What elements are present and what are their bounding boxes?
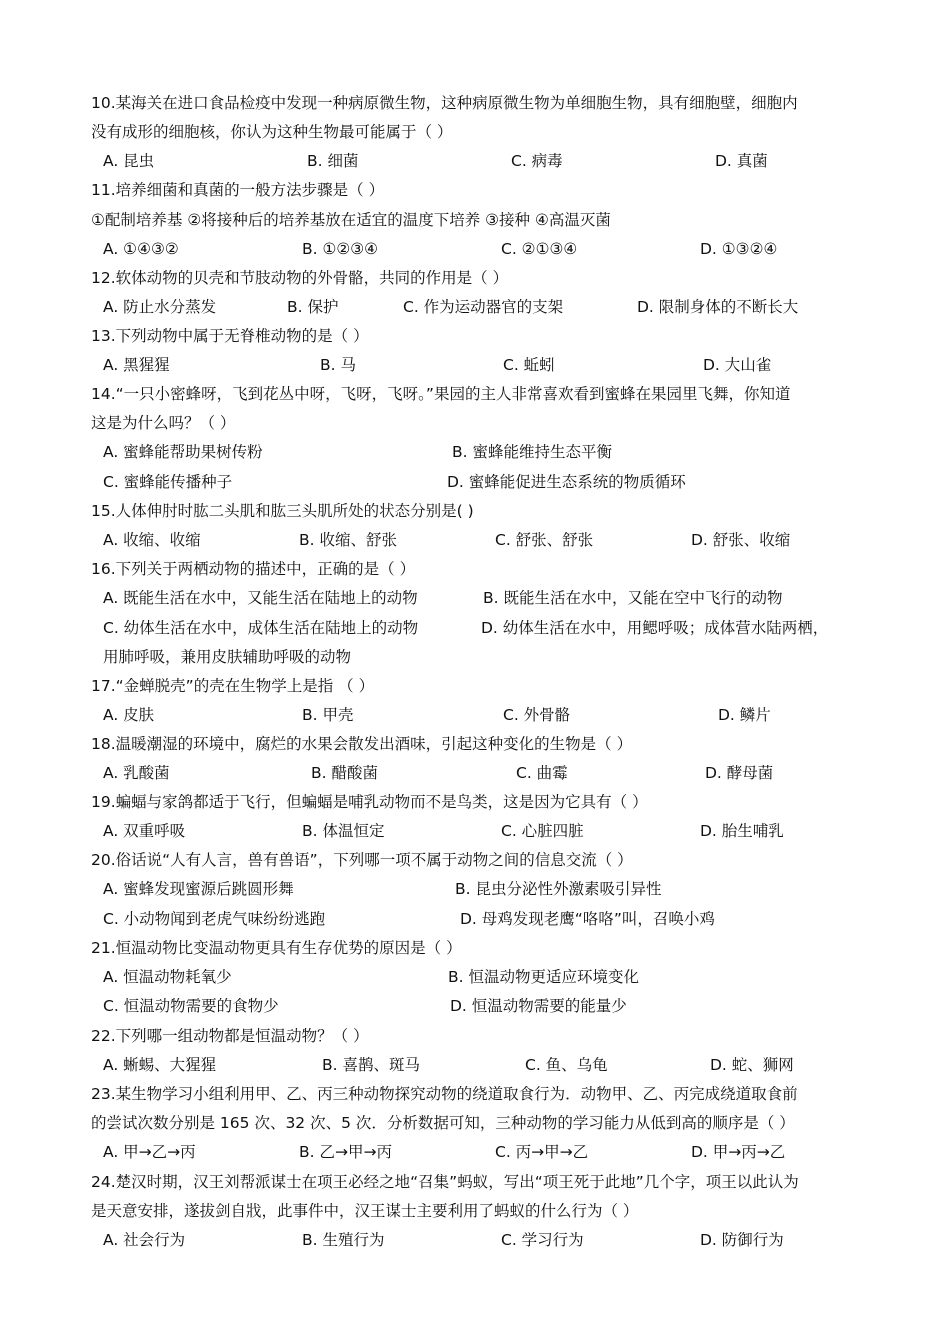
question-16-option-b: B. 既能生活在水中，又能在空中飞行的动物	[483, 589, 783, 607]
question-17-option-c: C. 外骨骼	[503, 706, 571, 724]
question-23-stem-line-1: 23.某生物学习小组利用甲、乙、丙三种动物探究动物的绕道取食行为．动物甲、乙、丙完成绕道取食前	[91, 1085, 798, 1103]
question-10-stem-line-1: 10.某海关在进口食品检疫中发现一种病原微生物，这种病原微生物为单细胞生物，具有细胞壁，细胞内	[91, 94, 798, 112]
question-23-option-b: B. 乙→甲→丙	[299, 1143, 392, 1161]
question-13-option-b: B. 马	[320, 356, 356, 374]
question-10-option-a: A. 昆虫	[103, 152, 155, 170]
question-23-option-d: D. 甲→丙→乙	[691, 1143, 786, 1161]
question-11-option-d: D. ①③②④	[700, 240, 778, 258]
question-15-option-b: B. 收缩、舒张	[299, 531, 397, 549]
question-20-option-c: C. 小动物闻到老虎气味纷纷逃跑	[103, 910, 326, 928]
question-12-option-d: D. 限制身体的不断长大	[637, 298, 799, 316]
question-15-option-d: D. 舒张、收缩	[691, 531, 791, 549]
question-11-stem-line-2: ①配制培养基 ②将接种后的培养基放在适宜的温度下培养 ③接种 ④高温灭菌	[91, 211, 611, 229]
question-20-option-a: A. 蜜蜂发现蜜源后跳圆形舞	[103, 880, 294, 898]
question-24-stem-line-2: 是天意安排，遂拔剑自戕，此事件中，汉王谋士主要利用了蚂蚁的什么行为（ ）	[91, 1202, 639, 1220]
question-18-stem: 18.温暖潮湿的环境中，腐烂的水果会散发出酒味，引起这种变化的生物是（ ）	[91, 735, 633, 753]
question-21-stem: 21.恒温动物比变温动物更具有生存优势的原因是（ ）	[91, 939, 462, 957]
question-16-option-d: D. 幼体生活在水中，用鳃呼吸；成体营水陆两栖，	[481, 619, 829, 637]
question-17-option-b: B. 甲壳	[302, 706, 354, 724]
question-14-stem-line-2: 这是为什么吗？（ ）	[91, 414, 236, 432]
question-10-option-d: D. 真菌	[715, 152, 768, 170]
question-14-option-d: D. 蜜蜂能促进生态系统的物质循环	[447, 473, 686, 491]
question-13-option-c: C. 蚯蚓	[503, 356, 555, 374]
question-14-stem-line-1: 14.“一只小密蜂呀，飞到花丛中呀，飞呀，飞呀。”果园的主人非常喜欢看到蜜蜂在果园里飞舞，你知道	[91, 385, 791, 403]
question-15-option-a: A. 收缩、收缩	[103, 531, 201, 549]
question-19-option-a: A. 双重呼吸	[103, 822, 186, 840]
question-22-stem: 22.下列哪一组动物都是恒温动物？（ ）	[91, 1027, 369, 1045]
question-10-stem-line-2: 没有成形的细胞核，你认为这种生物最可能属于（ ）	[91, 123, 453, 141]
question-15-option-c: C. 舒张、舒张	[495, 531, 594, 549]
question-23-option-a: A. 甲→乙→丙	[103, 1143, 196, 1161]
question-19-option-c: C. 心脏四脏	[501, 822, 584, 840]
question-19-stem: 19.蝙蝠与家鸽都适于飞行，但蝙蝠是哺乳动物而不是鸟类，这是因为它具有（ ）	[91, 793, 648, 811]
question-14-option-c: C. 蜜蜂能传播种子	[103, 473, 233, 491]
question-13-option-d: D. 大山雀	[703, 356, 772, 374]
question-22-option-d: D. 蛇、狮网	[710, 1056, 794, 1074]
question-13-option-a: A. 黑猩猩	[103, 356, 170, 374]
question-22-option-b: B. 喜鹊、斑马	[322, 1056, 420, 1074]
question-24-option-d: D. 防御行为	[700, 1231, 784, 1249]
question-24-option-c: C. 学习行为	[501, 1231, 584, 1249]
question-20-option-d: D. 母鸡发现老鹰“咯咯”叫，召唤小鸡	[460, 910, 715, 928]
question-18-option-b: B. 醋酸菌	[311, 764, 378, 782]
question-24-option-b: B. 生殖行为	[302, 1231, 385, 1249]
question-23-option-c: C. 丙→甲→乙	[495, 1143, 589, 1161]
question-14-option-a: A. 蜜蜂能帮助果树传粉	[103, 443, 263, 461]
question-10-option-c: C. 病毒	[511, 152, 563, 170]
question-11-stem-line-1: 11.培养细菌和真菌的一般方法步骤是（ ）	[91, 181, 385, 199]
question-18-option-c: C. 曲霉	[516, 764, 568, 782]
question-11-option-c: C. ②①③④	[501, 240, 578, 258]
question-11-option-b: B. ①②③④	[302, 240, 379, 258]
question-20-stem: 20.俗话说“人有人言，兽有兽语”，下列哪一项不属于动物之间的信息交流（ ）	[91, 851, 633, 869]
question-20-option-b: B. 昆虫分泌性外激素吸引异性	[455, 880, 662, 898]
question-22-option-c: C. 鱼、乌龟	[525, 1056, 608, 1074]
question-17-stem: 17.“金蝉脱壳”的壳在生物学上是指 （ ）	[91, 677, 375, 695]
question-21-option-a: A. 恒温动物耗氧少	[103, 968, 232, 986]
question-16-option-a: A. 既能生活在水中，又能生活在陆地上的动物	[103, 589, 418, 607]
question-16-option-c: C. 幼体生活在水中，成体生活在陆地上的动物	[103, 619, 419, 637]
question-12-option-c: C. 作为运动器官的支架	[403, 298, 564, 316]
question-19-option-b: B. 体温恒定	[302, 822, 385, 840]
question-17-option-a: A. 皮肤	[103, 706, 155, 724]
question-11-option-a: A. ①④③②	[103, 240, 179, 258]
question-13-stem: 13.下列动物中属于无脊椎动物的是（ ）	[91, 327, 369, 345]
question-17-option-d: D. 鳞片	[718, 706, 771, 724]
question-10-option-b: B. 细菌	[307, 152, 359, 170]
question-24-stem-line-1: 24.楚汉时期，汉王刘帮派谋士在项王必经之地“召集”蚂蚁，写出“项王死于此地”几个字，项王以此认为	[91, 1173, 799, 1191]
question-21-option-c: C. 恒温动物需要的食物少	[103, 997, 279, 1015]
question-24-option-a: A. 社会行为	[103, 1231, 186, 1249]
question-15-stem: 15.人体伸肘时肱二头肌和肱三头肌所处的状态分别是( )	[91, 502, 474, 520]
question-14-option-b: B. 蜜蜂能维持生态平衡	[452, 443, 612, 461]
question-16-stem: 16.下列关于两栖动物的描述中，正确的是（ ）	[91, 560, 416, 578]
question-18-option-a: A. 乳酸菌	[103, 764, 170, 782]
question-22-option-a: A. 蜥蜴、大猩猩	[103, 1056, 217, 1074]
question-12-option-a: A. 防止水分蒸发	[103, 298, 217, 316]
question-16-option-d-continued: 用肺呼吸，兼用皮肤辅助呼吸的动物	[103, 648, 352, 666]
question-19-option-d: D. 胎生哺乳	[700, 822, 784, 840]
question-23-stem-line-2: 的尝试次数分别是 165 次、32 次、5 次．分析数据可知，三种动物的学习能力从低到高的顺序是（ ）	[91, 1114, 795, 1132]
question-12-option-b: B. 保护	[287, 298, 339, 316]
question-12-stem: 12.软体动物的贝壳和节肢动物的外骨骼，共同的作用是（ ）	[91, 269, 509, 287]
question-21-option-d: D. 恒温动物需要的能量少	[450, 997, 627, 1015]
question-18-option-d: D. 酵母菌	[705, 764, 774, 782]
question-21-option-b: B. 恒温动物更适应环境变化	[448, 968, 639, 986]
